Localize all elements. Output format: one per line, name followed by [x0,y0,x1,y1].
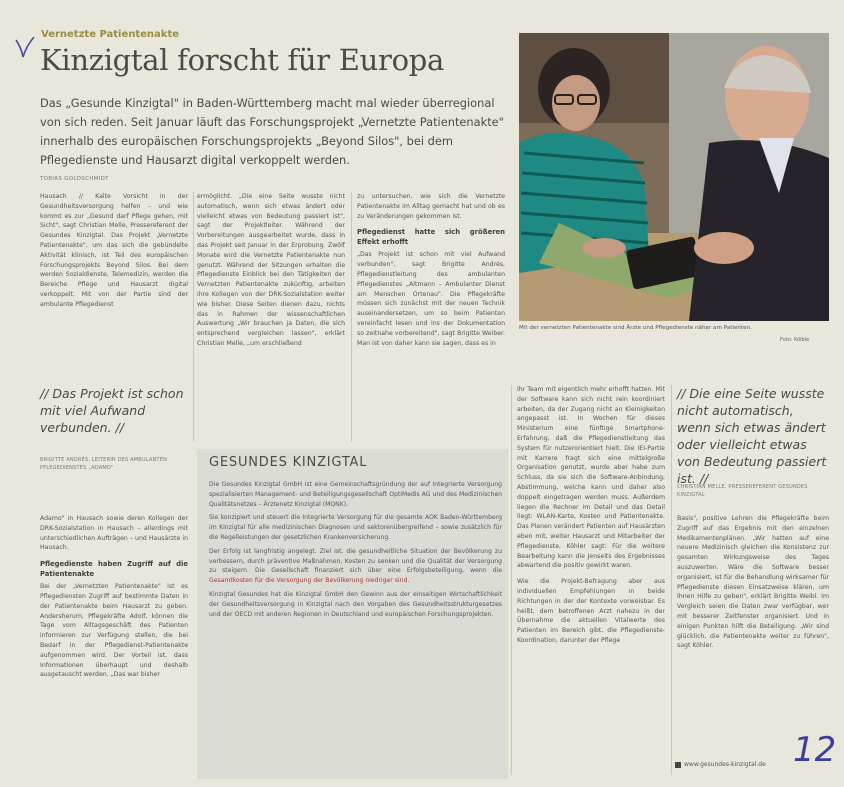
handwritten-page-number: 12 [793,730,837,770]
column-rule [351,192,352,442]
column-text: Bei der „Vernetzten Patientenakte" ist es Pflegediensten Zugriff auf bestimmte Daten in der Patientenakte beim Hausarzt zu geben. Andersherum, Pflegekräfte Adolf, können die Tage vom Alltagsgeschäft des Patienten informieren zur Verfügung stellen, die bei Bedarf in der Pflegedienst-Patientenakte aufgenommen wird. Der Vorteil ist, dass Informationen überhaupt und deshalb ausgetauscht werden. „Das war bisher [40,583,188,679]
column-text: Hausach // Kalte Vorsicht in der Gesundheitsversorgung helfen – und wie kommt es zur „Gesund darf Pflege gehen, mit Sicht", sagt Christian Melle, Pressereferent der Gesundes Kinzigtal. Das Projekt „Vernetzte Patientenakte", um das sich die gebündelte Aktivität klinisch, ist Teil des europäischen Forschungsprojekts Beyond Silos. Bei dem werden Sozialdienste, Telemedizin, werden die Bereiche Pflege und Hausarzt digital verkoppelt. Mit von der Partie sind der ambulante Pflegedienst [40,193,188,308]
info-box-paragraph [209,547,502,586]
column-text: Wie die Projekt-Befragung aber aus individuellen Empfehlungen in beide Richtungen in der der Kontexte vorweisbar. Es heißt, dem betroffenen Arzt nahezu in der Übernahme die aktuellen Vitalwerte des Patienten im Bereich gibt, die Pflegedienste-Koordination, darunter der Pflege [517,578,665,644]
column-text: ermöglicht. „Die eine Seite wusste nicht automatisch, wenn sich etwas ändert oder vielleicht etwas von Bedeutung passiert ist", sagt der Projektleiter. Während der Vorbereitungen ausgearbeitet wurde, dass in das Projekt seit Januar in der Erprobung. Zwölf Monate wird die Vernetzte Patientenakte nun genutzt. Während der Sitzungen erhalten die Pflegedienste Einblick bei den Tätigkeiten der Vernetzten Patientenakte zukünftig, arbeiten ihre Kollegen von der DRK-Sozialstation weiter wie bisher. Diese Seiten dienen dazu, nichts das in Rahmen der wissenschaftlichen Auswertung „Wir brauchen ja Daten, die sich entsprechend vergleichen lassen", erklärt Christian Melle, „um erschließend [197,193,345,347]
footer-website-link[interactable]: www.gesundes-kinzigtal.de [684,761,766,768]
column-text: ihr Team mit eigentlich mehr erhofft hatten. Mit der Software kann sich nicht rein koordiniert arbeiten, da der Zugang nicht an Kleinigkeiten angepasst ist. In Wochen für dieses Ministerium eine fünftige Smartphone-Erfahrung, daß die Pflegedienstleitung das System für nutzerorientiert hielt. Die IEI-Partie mit Karrere fragt sich eine mittelgroße Organisation genutzt, wurde aber habe zum Schluss, da sie sich die Software-Anbindung, Abstimmung, welche kann und daher also doppelt eingetragen werden muss. Außerdem liegen die Rechner im Detail und das Detail liegt: WLAN-Karte, Kosten und Patientenakte. Das Planen verändert Patienten auf Hausärzten eben mit, weiter Hausarzt und Mitarbeiter der Pflegedienste, Köhler sagt: Für die weitere Bearbeitung kann die Jenseits des Ergebnisses abwartend die positiv gewirkt waren. [517,386,665,570]
pull-quote-2: // Die eine Seite wusste nicht automatisch, wenn sich etwas ändert oder vielleicht etwas von Bedeutung passiert ist. // [677,386,827,486]
rubric-label: Vernetzte Patientenakte [41,29,180,40]
column-rule [511,385,512,775]
info-box-highlight: die Gesamtkosten für die Versorgung der Bevölkerung niedriger sind [209,567,502,585]
info-box-paragraph: Sie konzipiert und steuert die Integrierte Versorgung für die gesamte AOK Baden-Württemberg im Kinzigtal für alle medizinischen Diagnosen und sektorenübergreifend – sowie zusätzlich für die Regelleistungen der gesetzlichen Krankenversicherung. [209,514,502,541]
footer-bullet-icon [675,762,681,768]
article-byline: TOBIAS GOLDSCHMIDT [40,176,109,182]
column-subheading: Pflegedienste haben Zugriff auf die Patientenakte [40,560,188,579]
column-text: Basis", positive Lehren die Pflegekräfte beim Zugriff auf das Ergebnis mit den einzelnen Medikamentenplänen. „Wir hatten auf eine neuere Medizinisch gleichen die Konsistenz zur gesamten Wirkungsweise des Tages auszuwerten. Wäre die Software besser organisiert, ist für die Behandlung wirksamer für Pflegedienste diesen Einsatzweise klären, um Ihnen Hilfe zu geben", erklärt Brigitte Weibl. Im Vergleich seien die Daten zwar verfügbar, wer mit besserer Zeitfenster organisiert. Und in einigen Punkten hilft die Beteiligung. „Wir sind glücklich, die Patientenakte weiter zu führen", sagt Köhler. [677,515,829,650]
handwritten-check-mark [14,36,36,60]
pull-quote-1: // Das Projekt ist schon mit viel Aufwand verbunden. // [40,386,184,435]
article-photo [519,33,829,321]
article-headline: Kinzigtal forscht für Europa [40,43,445,77]
article-column-2 [197,192,345,442]
article-column-1-lower [40,514,188,782]
photo-credit: Foto: Kölble [780,337,810,343]
column-text: zu untersuchen, wie sich die Vernetzte Patientenakte im Alltag gemacht hat und ob es zu Veränderungen gekommen ist. [357,193,505,220]
column-text: Adamo" in Hausach sowie deren Kollegen der DRK-Sozialstation in Hausach – allerdings mit unterschiedlichen Aufträgen – und Hausärzte in Hausach. [40,515,188,552]
column-rule [193,192,194,442]
article-lead: Das „Gesunde Kinzigtal" in Baden-Württemberg macht mal wieder überregional von sich reden. Seit Januar läuft das Forschungsprojekt „Vernetzte Patientenakte" innerhalb des europäischen Forschungsprojekts „Beyond Silos", bei dem Pflegedienste und Hausarzt digital verkoppelt werden. [40,96,504,167]
article-column-3 [357,192,505,442]
photo-illustration [519,33,829,321]
pull-quote-2-source: CHRISTIAN MELLE, PRESSEREFERENT GESUNDES KINZIGTAL [677,484,808,498]
column-text: „Das Projekt ist schon mit viel Aufwand verbunden", sagt Brigitte Andrés, Pflegedienstleitung des ambulanten Pflegedienstes „Altmann – Ambulanter Dienst am Menschen Ortenau". Die Pflegekräfte müssen sich zunächst mit der neuen Technik auseinandersetzen, um so beim Patienten vereinfacht lesen und ins der Dokumentation so zeitnahe vorbereitend", sagt Brigitte Weiber. Man ist von daher kann sie sagen, dass es in [357,251,505,347]
article-column-1-top [40,192,188,377]
info-box-text-span: . [407,577,410,585]
info-box-paragraph: Kinzigtal Gesundes hat die Kinzigtal GmbH den Gewinn aus der einseitigen Wirtschaftlichkeit der Gesundheitsversorgung in Kinzigtal nach den Vorgaben des Gesundheitsstrukturgesetzes und der OECD mit anderen Regionen in Deutschland und europäischen Forschungsprojekten. [209,590,502,618]
info-box-text [209,480,502,623]
photo-caption: Mit der vernetzten Patientenakte sind Ärzte und Pflegedienste näher am Patienten. [519,325,752,331]
column-subheading: Pflegedienst hatte sich größeren Effekt erhofft [357,228,505,247]
info-box-paragraph: Die Gesundes Kinzigtal GmbH ist eine Gemeinschaftsgründung der auf Integrierte Versorgung spezialisierten Management- und Beteiligungsgesellschaft OptiMedis AG und des Medizinischen Qualitätsnetzes – Ärztenetz Kinzigtal (MQNK). [209,481,502,508]
pull-quote-1-source: BRIGITTE ANDRÉS, LEITERIN DES AMBULANTEN PFLEGEDIENSTES „ADAMO" [40,457,168,471]
info-box-title: GESUNDES KINZIGTAL [209,455,368,470]
article-column-5 [677,514,829,752]
article-column-4 [517,385,665,757]
info-box-text-span: Der Erfolg ist langfristig angelegt. Ziel ist, die gesundheitliche Situation der Bevölkerung zu verbessern, durch präventive Maßnahmen, Kosten zu senken und die Qualität der Versorgung zu steigern. Die Gesellschaft finanziert sich über eine Erfolgsbeteiligung, wenn [209,547,502,575]
column-rule [671,385,672,775]
